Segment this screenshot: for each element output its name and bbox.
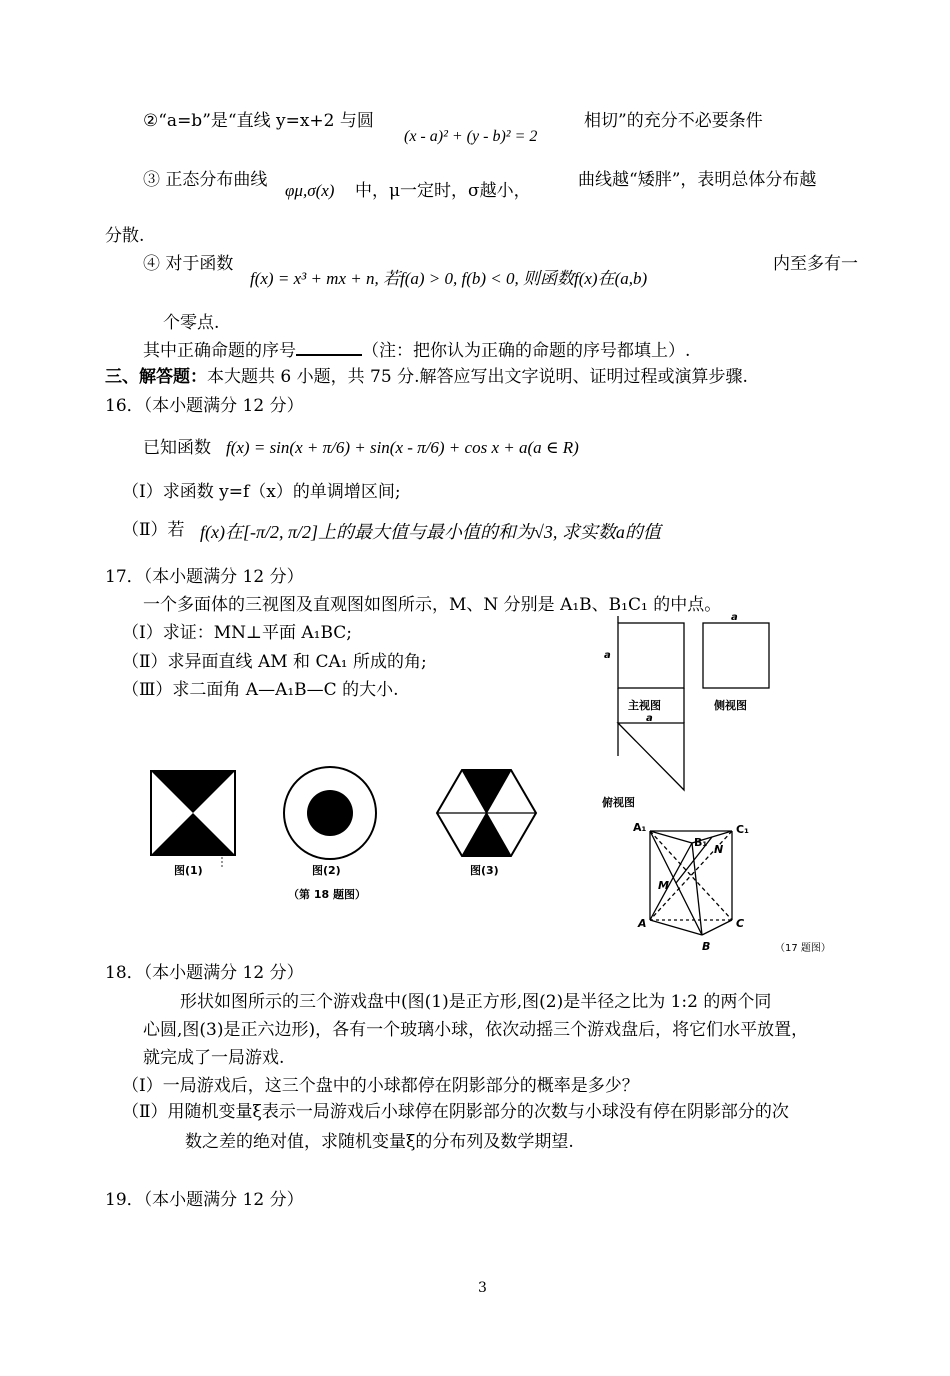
- answer-prompt-before: 其中正确命题的序号: [143, 341, 296, 361]
- fig-1-label: 图(1): [174, 864, 203, 877]
- game-boards-figure: [140, 765, 550, 905]
- q16-part2-formula: f(x)在[-π/2, π/2]上的最大值与最小值的和为√3, 求实数a的值: [200, 522, 661, 542]
- item-4-prefix: ④ 对于函数: [143, 254, 234, 274]
- dim-a-left: a: [604, 650, 611, 661]
- q18-line3: 就完成了一局游戏.: [143, 1048, 285, 1068]
- side-view-label: 侧视图: [714, 699, 747, 712]
- q18-part1: （Ⅰ）一局游戏后，这三个盘中的小球都停在阴影部分的概率是多少？: [122, 1076, 639, 1096]
- item-4-continuation: 个零点.: [163, 313, 220, 333]
- item-2-suffix: 相切”的充分不必要条件: [584, 111, 763, 131]
- item-4-suffix: 内至多有一: [773, 254, 858, 274]
- front-view-rect: [618, 623, 684, 688]
- item-3-suffix: 曲线越“矮胖”，表明总体分布越: [578, 170, 817, 190]
- front-view-label: 主视图: [628, 699, 661, 712]
- item-2-formula: (x - a)² + (y - b)² = 2: [404, 128, 538, 145]
- q16-header: 16．（本小题满分 12 分）: [105, 396, 304, 416]
- q16-given-formula: f(x) = sin(x + π/6) + sin(x - π/6) + cos x + a(a ∈ R): [226, 438, 579, 457]
- q17-part1: （Ⅰ）求证：MN⊥平面 A₁BC;: [122, 623, 353, 643]
- label-A1: A₁: [633, 821, 647, 834]
- q17-part3: （Ⅲ）求二面角 A—A₁B—C 的大小.: [122, 680, 399, 700]
- section-3-text: 本大题共 6 小题，共 75 分.解答应写出文字说明、证明过程或演算步骤.: [207, 367, 748, 387]
- item-3-symbol: φμ,σ(x): [285, 181, 335, 200]
- label-C: C: [736, 917, 745, 930]
- side-view-rect: [703, 623, 769, 688]
- label-A: A: [638, 917, 647, 930]
- q18-line2: 心圆,图(3)是正六边形)，各有一个玻璃小球，依次动摇三个游戏盘后，将它们水平放置，: [143, 1020, 809, 1040]
- q16-part2-prefix: （Ⅱ）若: [122, 520, 185, 540]
- dim-a-bottom: a: [646, 713, 653, 724]
- label-C1: C₁: [736, 823, 749, 836]
- board-square: [151, 771, 235, 869]
- section-3: [105, 366, 748, 388]
- item-3-continuation: 分散.: [105, 226, 145, 246]
- q19-header: 19．（本小题满分 12 分）: [105, 1190, 304, 1210]
- top-view-label: 俯视图: [602, 796, 635, 809]
- board-circles: [284, 767, 376, 859]
- q17-intro: 一个多面体的三视图及直观图如图所示，M、N 分别是 A₁B、B₁C₁ 的中点。: [143, 595, 722, 615]
- item-4-formula: f(x) = x³ + mx + n, 若f(a) > 0, f(b) < 0, 则函数f(x)在(a,b): [250, 269, 648, 288]
- q16-given-prefix: 已知函数: [143, 438, 211, 458]
- item-2-prefix: ②“a=b”是“直线 y=x+2 与圆: [143, 111, 374, 131]
- section-3-heading: 三、解答题：: [105, 367, 207, 387]
- q18-line1: 形状如图所示的三个游戏盘中(图(1)是正方形,图(2)是半径之比为 1:2 的两个同: [180, 992, 772, 1012]
- fig-3-label: 图(3): [470, 864, 499, 877]
- top-view-triangle: [618, 723, 684, 790]
- q18-fig-caption: （第 18 题图）: [288, 888, 366, 901]
- q18-part2-line2: 数之差的绝对值，求随机变量ξ的分布列及数学期望.: [185, 1132, 574, 1152]
- q18-header: 18．（本小题满分 12 分）: [105, 963, 304, 983]
- answer-prompt-after: （注：把你认为正确的命题的序号都填上）.: [362, 341, 691, 361]
- answer-blank[interactable]: [296, 338, 362, 356]
- page-number: 3: [478, 1280, 487, 1296]
- three-views-figure: [598, 608, 783, 813]
- fig-2-label: 图(2): [312, 864, 341, 877]
- prism-figure: [630, 815, 850, 960]
- label-B: B: [702, 940, 711, 953]
- q18-part2-line1: （Ⅱ）用随机变量ξ表示一局游戏后小球停在阴影部分的次数与小球没有停在阴影部分的次: [122, 1102, 789, 1122]
- item-3-prefix: ③ 正态分布曲线: [143, 170, 268, 190]
- q16-part1: （I）求函数 y=f（x）的单调增区间;: [122, 482, 401, 502]
- q17-part2: （Ⅱ）求异面直线 AM 和 CA₁ 所成的角;: [122, 652, 427, 672]
- q17-header: 17．（本小题满分 12 分）: [105, 567, 304, 587]
- label-B1: B₁: [694, 836, 708, 849]
- label-N: N: [714, 843, 724, 856]
- board-hexagon: [437, 770, 536, 856]
- q17-fig-caption: （17 题图）: [775, 943, 831, 954]
- label-M: M: [658, 879, 669, 892]
- dim-a-top: a: [731, 612, 738, 623]
- item-3-mid: 中，μ一定时，σ越小，: [355, 181, 531, 201]
- answer-prompt: [143, 338, 690, 362]
